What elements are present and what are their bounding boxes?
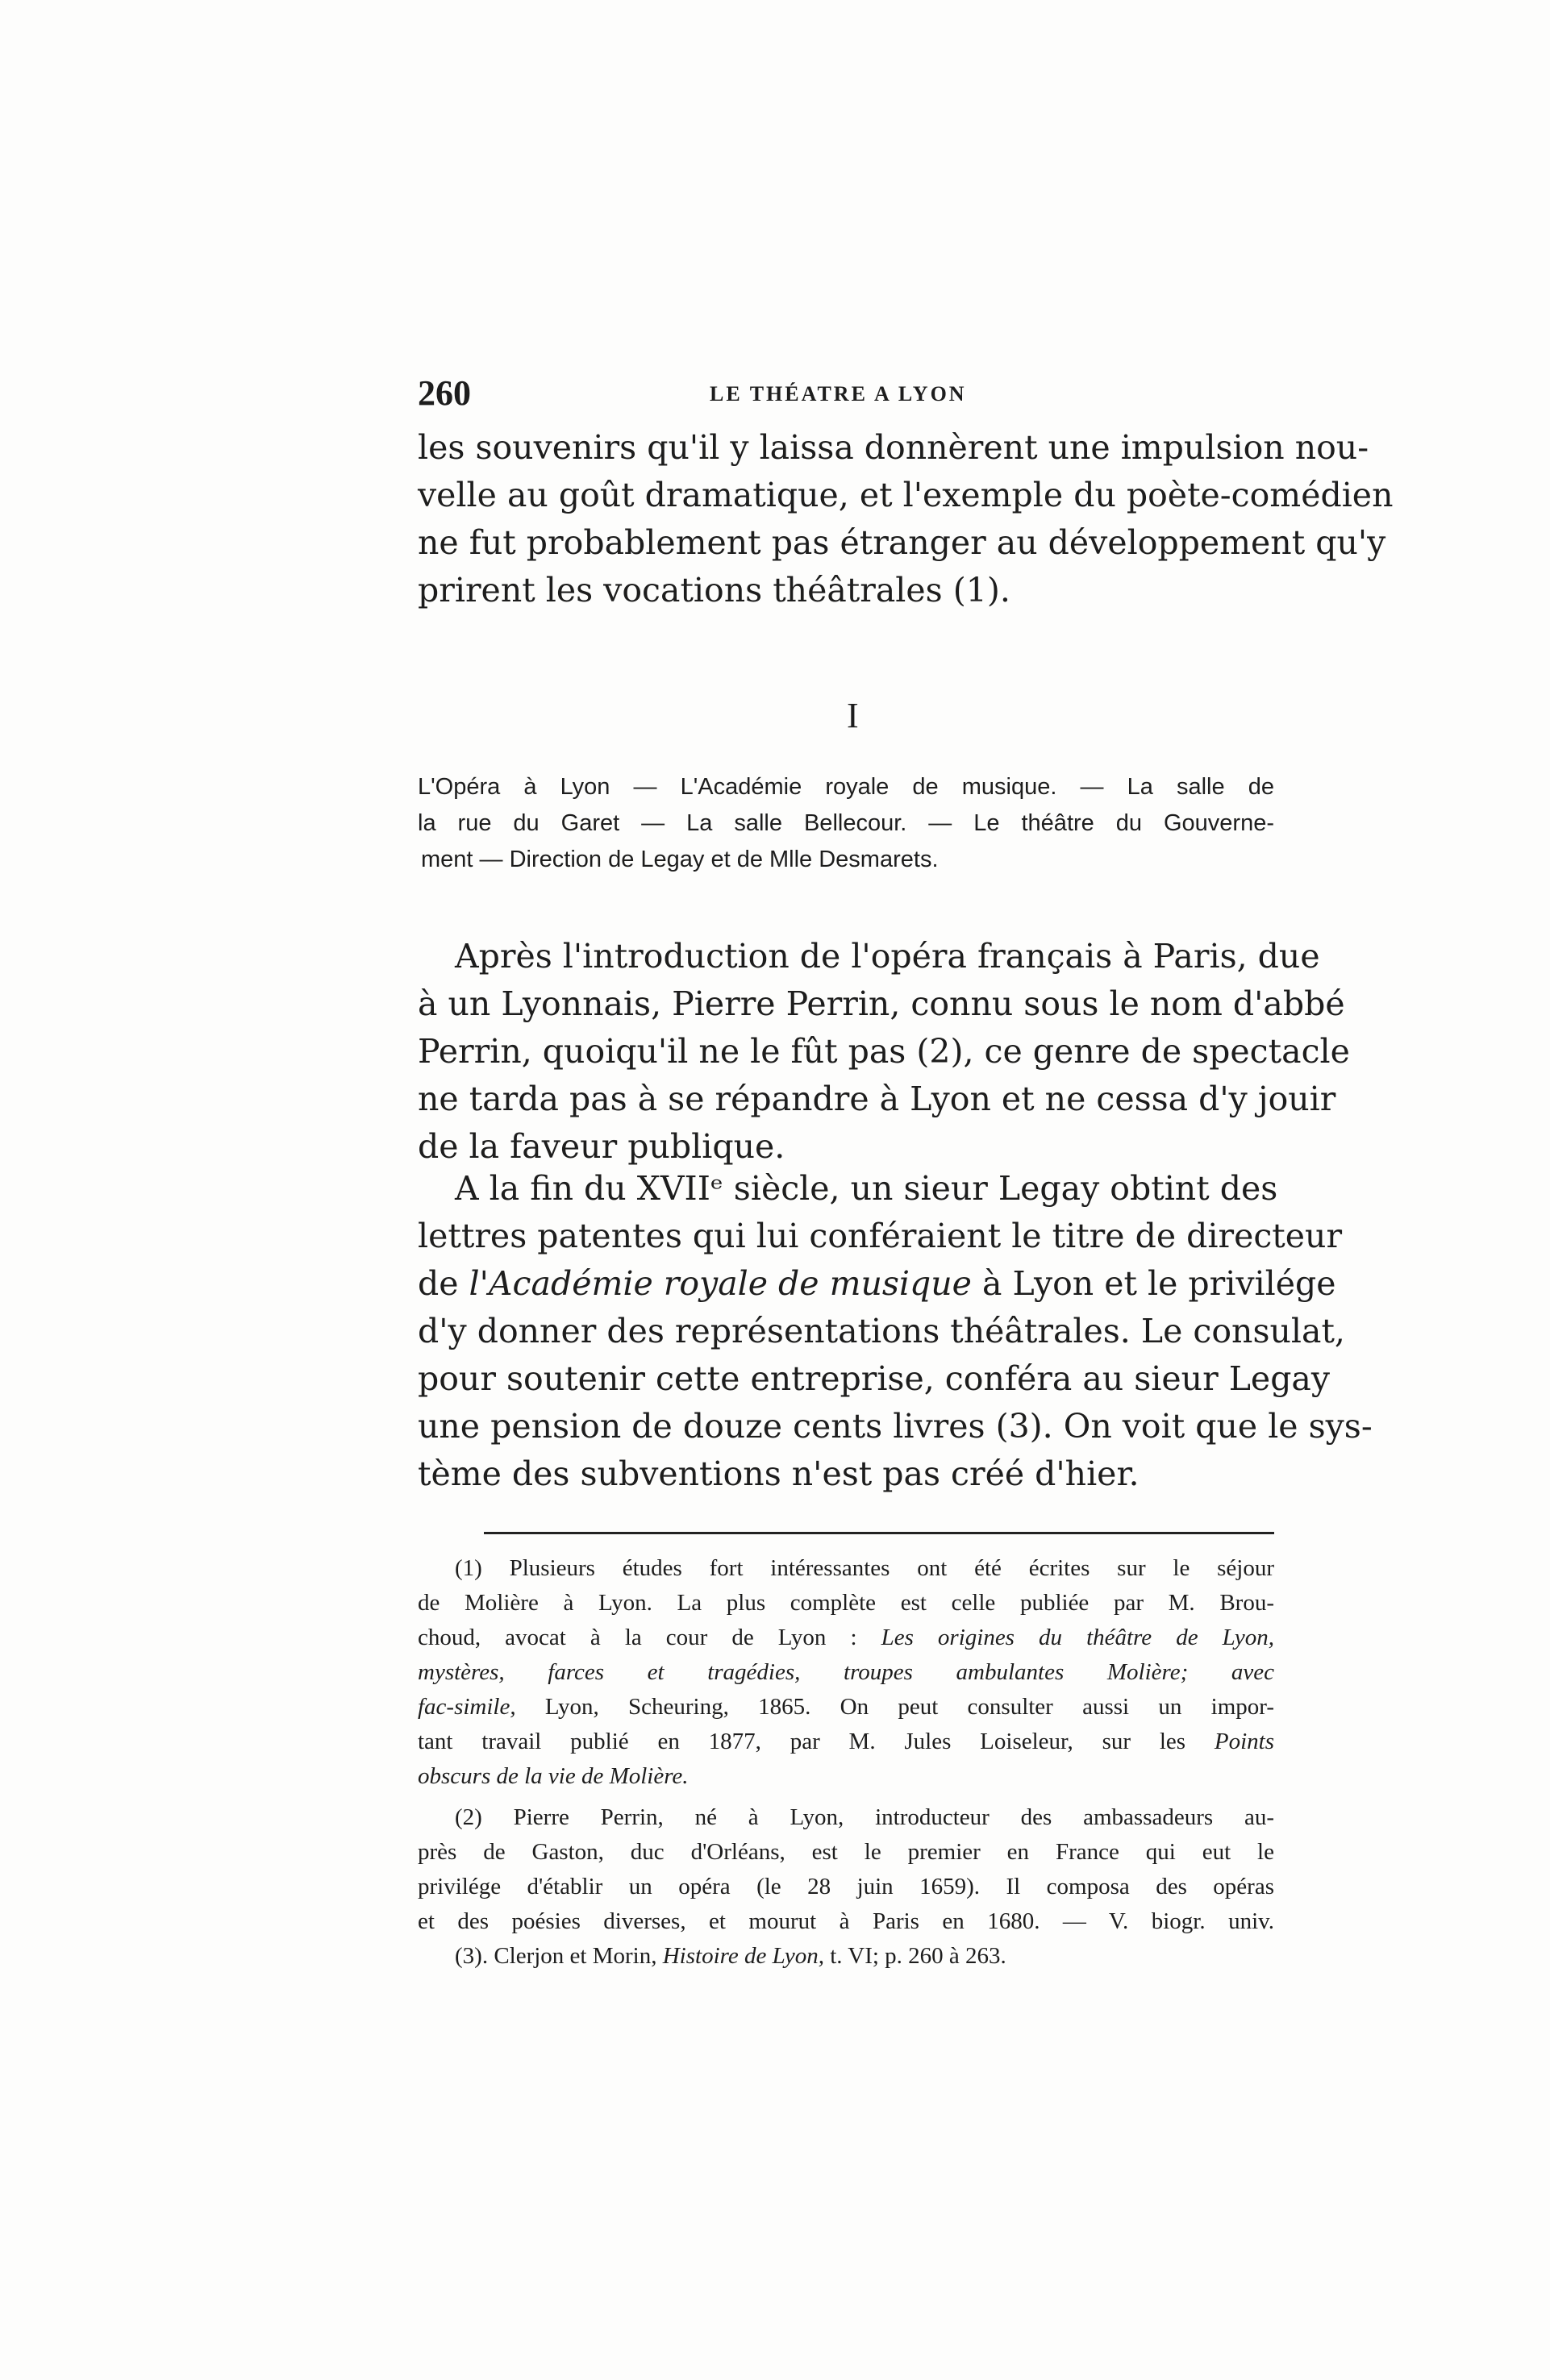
text-line: d'y donner des représentations théâtrales. Le consulat, xyxy=(418,1312,1345,1350)
text-line: A la fin du XVIIᵉ siècle, un sieur Legay obtint des xyxy=(455,1169,1278,1208)
italic-title: fac-simile, xyxy=(418,1694,516,1720)
footnote-line: et des poésies diverses, et mourut à Paris en 1680. — V. biogr. univ. xyxy=(418,1908,1274,1934)
italic-title: l'Académie royale de musique xyxy=(469,1264,972,1303)
text-run: de xyxy=(418,1264,469,1303)
footnote-gap xyxy=(418,1794,1274,1800)
text-run: (3). Clerjon et Morin, xyxy=(455,1943,663,1969)
text-line: velle au goût dramatique, et l'exemple du poète-comédien xyxy=(418,476,1394,514)
paragraph-2 xyxy=(418,933,1350,1171)
italic-title: Les origines du théâtre de Lyon, xyxy=(881,1625,1274,1650)
paragraph-1 xyxy=(418,424,1394,614)
footnote-line xyxy=(418,1759,1274,1794)
italic-title: mystères, farces et tragédies, troupes ambulantes Molière; avec xyxy=(418,1659,1274,1685)
text-line: ne fut probablement pas étranger au développement qu'y xyxy=(418,523,1386,562)
text-run: Lyon, Scheuring, 1865. On peut consulter aussi un impor- xyxy=(515,1694,1274,1720)
footnote-line: (1) Plusieurs études fort intéressantes ont été écrites sur le séjour xyxy=(455,1555,1274,1581)
summary-line: ment — Direction de Legay et de Mlle Desmarets. xyxy=(421,847,939,872)
running-title: LE THÉATRE A LYON xyxy=(710,382,967,406)
footnotes xyxy=(418,1551,1274,1974)
section-summary xyxy=(418,769,1274,878)
italic-title: obscurs de la vie de Molière. xyxy=(418,1763,689,1789)
footnote-line: de Molière à Lyon. La plus complète est celle publiée par M. Brou- xyxy=(418,1590,1274,1616)
text-line: de la faveur publique. xyxy=(418,1127,785,1166)
footnote-line: près de Gaston, duc d'Orléans, est le premier en France qui eut le xyxy=(418,1839,1274,1865)
text-line: tème des subventions n'est pas créé d'hier. xyxy=(418,1454,1140,1493)
paragraph-3 xyxy=(418,1165,1373,1498)
page-number: 260 xyxy=(418,373,471,413)
running-head xyxy=(418,372,1273,418)
section-number: I xyxy=(847,696,859,735)
text-run: à Lyon et le privilége xyxy=(971,1264,1336,1303)
text-run: tant travail publié en 1877, par M. Jules Loiseleur, sur les xyxy=(418,1729,1215,1754)
footnote-line xyxy=(418,1621,1274,1655)
footnote-line: (2) Pierre Perrin, né à Lyon, introducteur des ambassadeurs au- xyxy=(455,1804,1274,1830)
text-line: les souvenirs qu'il y laissa donnèrent une impulsion nou- xyxy=(418,428,1369,467)
summary-line: L'Opéra à Lyon — L'Académie royale de musique. — La salle de xyxy=(418,774,1274,800)
text-line xyxy=(418,1260,1336,1308)
text-line: à un Lyonnais, Pierre Perrin, connu sous le nom d'abbé xyxy=(418,984,1345,1023)
footnote-line xyxy=(418,1655,1274,1690)
footnote-divider xyxy=(484,1532,1274,1534)
text-line: Après l'introduction de l'opéra français à Paris, due xyxy=(455,937,1320,976)
text-run: choud, avocat à la cour de Lyon : xyxy=(418,1625,881,1650)
footnote-line xyxy=(418,1725,1274,1759)
text-line: prirent les vocations théâtrales (1). xyxy=(418,571,1010,610)
text-line: lettres patentes qui lui conféraient le titre de directeur xyxy=(418,1217,1343,1255)
italic-title: Histoire de Lyon, xyxy=(662,1943,824,1969)
footnote-line: privilége d'établir un opéra (le 28 juin 1659). Il composa des opéras xyxy=(418,1874,1274,1899)
text-run: t. VI; p. 260 à 263. xyxy=(823,1943,1006,1969)
text-line: Perrin, quoiqu'il ne le fût pas (2), ce genre de spectacle xyxy=(418,1032,1350,1071)
text-line: ne tarda pas à se répandre à Lyon et ne cessa d'y jouir xyxy=(418,1080,1336,1118)
text-line: une pension de douze cents livres (3). On voit que le sys- xyxy=(418,1407,1373,1446)
text-line: pour soutenir cette entreprise, conféra au sieur Legay xyxy=(418,1359,1331,1398)
footnote-line xyxy=(418,1939,1274,1974)
italic-title: Points xyxy=(1214,1729,1274,1754)
footnote-line xyxy=(418,1690,1274,1725)
summary-line: la rue du Garet — La salle Bellecour. — Le théâtre du Gouverne- xyxy=(418,810,1274,836)
